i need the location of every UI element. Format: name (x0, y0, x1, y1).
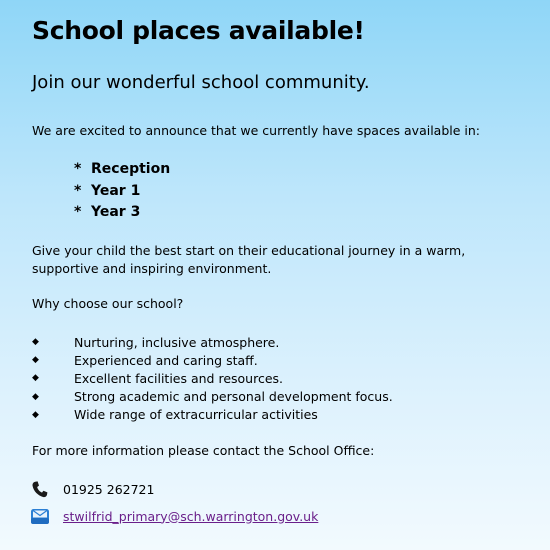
list-item (32, 406, 393, 424)
list-item (74, 183, 170, 205)
list-item (74, 161, 170, 183)
bullet: * (74, 161, 82, 177)
phone-icon (30, 479, 50, 499)
description-paragraph: Give your child the best start on their educational journey in a warm, supportive and inspiring environment. (32, 243, 466, 276)
diamond-bullet-icon: ◆ (32, 391, 39, 402)
email-icon (30, 506, 50, 526)
bullet: * (74, 204, 82, 220)
why-heading: Why choose our school? (32, 296, 184, 311)
intro-text: We are excited to announce that we currently have spaces available in: (32, 123, 481, 138)
year-group-label: Year 1 (91, 182, 141, 199)
bullet: * (74, 182, 82, 199)
diamond-bullet-icon: ◆ (32, 373, 39, 384)
phone-number: 01925 262721 (63, 481, 155, 497)
list-item (32, 388, 393, 406)
reason-text: Strong academic and personal development focus. (74, 389, 393, 405)
year-group-label: Reception (91, 161, 171, 177)
year-group-label: Year 3 (91, 204, 141, 220)
email-contact (30, 506, 318, 526)
diamond-bullet-icon: ◆ (32, 409, 39, 420)
page-title: School places available! (32, 16, 365, 45)
subtitle: Join our wonderful school community. (32, 72, 370, 93)
reasons-list (32, 333, 393, 424)
reason-text: Wide range of extracurricular activities (74, 407, 318, 423)
list-item (74, 204, 170, 226)
phone-contact (30, 479, 154, 499)
list-item (32, 333, 393, 351)
reason-text: Experienced and caring staff. (74, 352, 258, 368)
diamond-bullet-icon: ◆ (32, 337, 39, 348)
list-item (32, 351, 393, 369)
diamond-bullet-icon: ◆ (32, 355, 39, 366)
email-link[interactable]: stwilfrid_primary@sch.warrington.gov.uk (63, 508, 319, 524)
year-group-list (74, 161, 170, 226)
reason-text: Nurturing, inclusive atmosphere. (74, 334, 280, 350)
reason-text: Excellent facilities and resources. (74, 370, 284, 386)
contact-intro: For more information please contact the School Office: (32, 443, 375, 458)
list-item (32, 369, 393, 387)
